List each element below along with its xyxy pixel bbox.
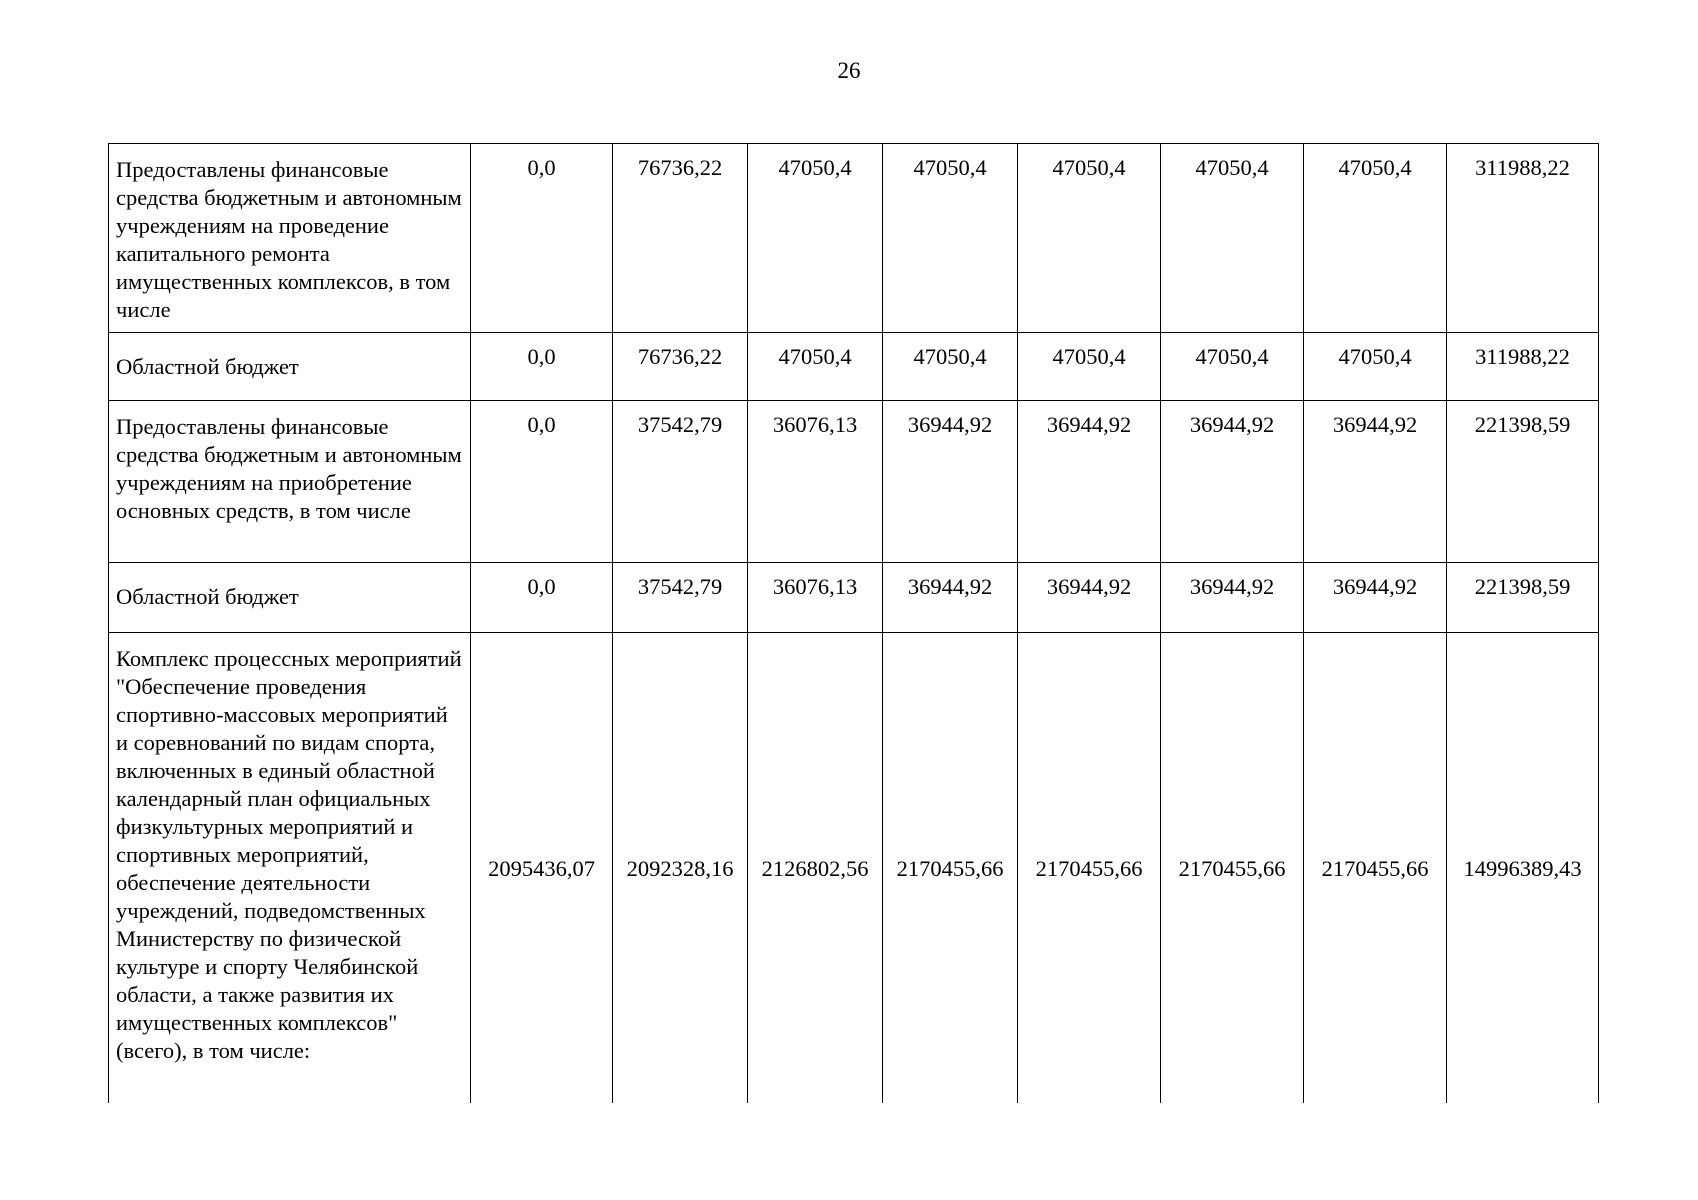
row-label: Комплекс процессных мероприятий "Обеспечение проведения спортивно-массовых мероприятий и соревнований по видам спорта, включенных в единый областной календарный план официальных физкультурных мероприятий и спортивных мероприятий, обеспечение деятельности учреждений, подведомственных Министерству по физической культуре и спорту Челябинской области, а также развития их имущественных комплексов" (всего), в том числе: xyxy=(109,633,471,1103)
table-row xyxy=(109,563,1599,633)
value-cell: 36944,92 xyxy=(1018,401,1161,563)
value-cell: 36944,92 xyxy=(1304,563,1447,633)
table-row xyxy=(109,144,1599,333)
value-cell: 47050,4 xyxy=(1018,144,1161,333)
value-cell: 2092328,16 xyxy=(613,633,748,1103)
total-cell: 311988,22 xyxy=(1447,144,1599,333)
value-cell: 2170455,66 xyxy=(1304,633,1447,1103)
value-cell: 36944,92 xyxy=(883,563,1018,633)
row-label: Областной бюджет xyxy=(109,333,471,401)
value-cell: 37542,79 xyxy=(613,563,748,633)
row-label: Предоставлены финансовые средства бюджетным и автономным учреждениям на приобретение основных средств, в том числе xyxy=(109,401,471,563)
value-cell: 36944,92 xyxy=(1161,401,1304,563)
value-cell: 47050,4 xyxy=(748,144,883,333)
value-cell: 0,0 xyxy=(471,333,613,401)
row-label: Предоставлены финансовые средства бюджетным и автономным учреждениям на проведение капитального ремонта имущественных комплексов, в том числе xyxy=(109,144,471,333)
value-cell: 0,0 xyxy=(471,144,613,333)
value-cell: 76736,22 xyxy=(613,333,748,401)
table-row xyxy=(109,633,1599,1103)
value-cell: 47050,4 xyxy=(1161,333,1304,401)
value-cell: 36944,92 xyxy=(1161,563,1304,633)
table-row xyxy=(109,333,1599,401)
value-cell: 36944,92 xyxy=(1018,563,1161,633)
value-cell: 36076,13 xyxy=(748,401,883,563)
row-label: Областной бюджет xyxy=(109,563,471,633)
total-cell: 311988,22 xyxy=(1447,333,1599,401)
table-row xyxy=(109,401,1599,563)
value-cell: 2126802,56 xyxy=(748,633,883,1103)
value-cell: 2095436,07 xyxy=(471,633,613,1103)
value-cell: 47050,4 xyxy=(883,144,1018,333)
value-cell: 37542,79 xyxy=(613,401,748,563)
value-cell: 36944,92 xyxy=(1304,401,1447,563)
value-cell: 47050,4 xyxy=(1304,144,1447,333)
value-cell: 76736,22 xyxy=(613,144,748,333)
value-cell: 2170455,66 xyxy=(883,633,1018,1103)
value-cell: 47050,4 xyxy=(748,333,883,401)
value-cell: 47050,4 xyxy=(883,333,1018,401)
total-cell: 14996389,43 xyxy=(1447,633,1599,1103)
value-cell: 2170455,66 xyxy=(1018,633,1161,1103)
value-cell: 47050,4 xyxy=(1161,144,1304,333)
value-cell: 36076,13 xyxy=(748,563,883,633)
value-cell: 2170455,66 xyxy=(1161,633,1304,1103)
value-cell: 36944,92 xyxy=(883,401,1018,563)
page-number: 26 xyxy=(837,58,861,83)
value-cell: 47050,4 xyxy=(1304,333,1447,401)
total-cell: 221398,59 xyxy=(1447,401,1599,563)
value-cell: 0,0 xyxy=(471,563,613,633)
budget-table xyxy=(108,143,1599,1103)
value-cell: 0,0 xyxy=(471,401,613,563)
value-cell: 47050,4 xyxy=(1018,333,1161,401)
total-cell: 221398,59 xyxy=(1447,563,1599,633)
